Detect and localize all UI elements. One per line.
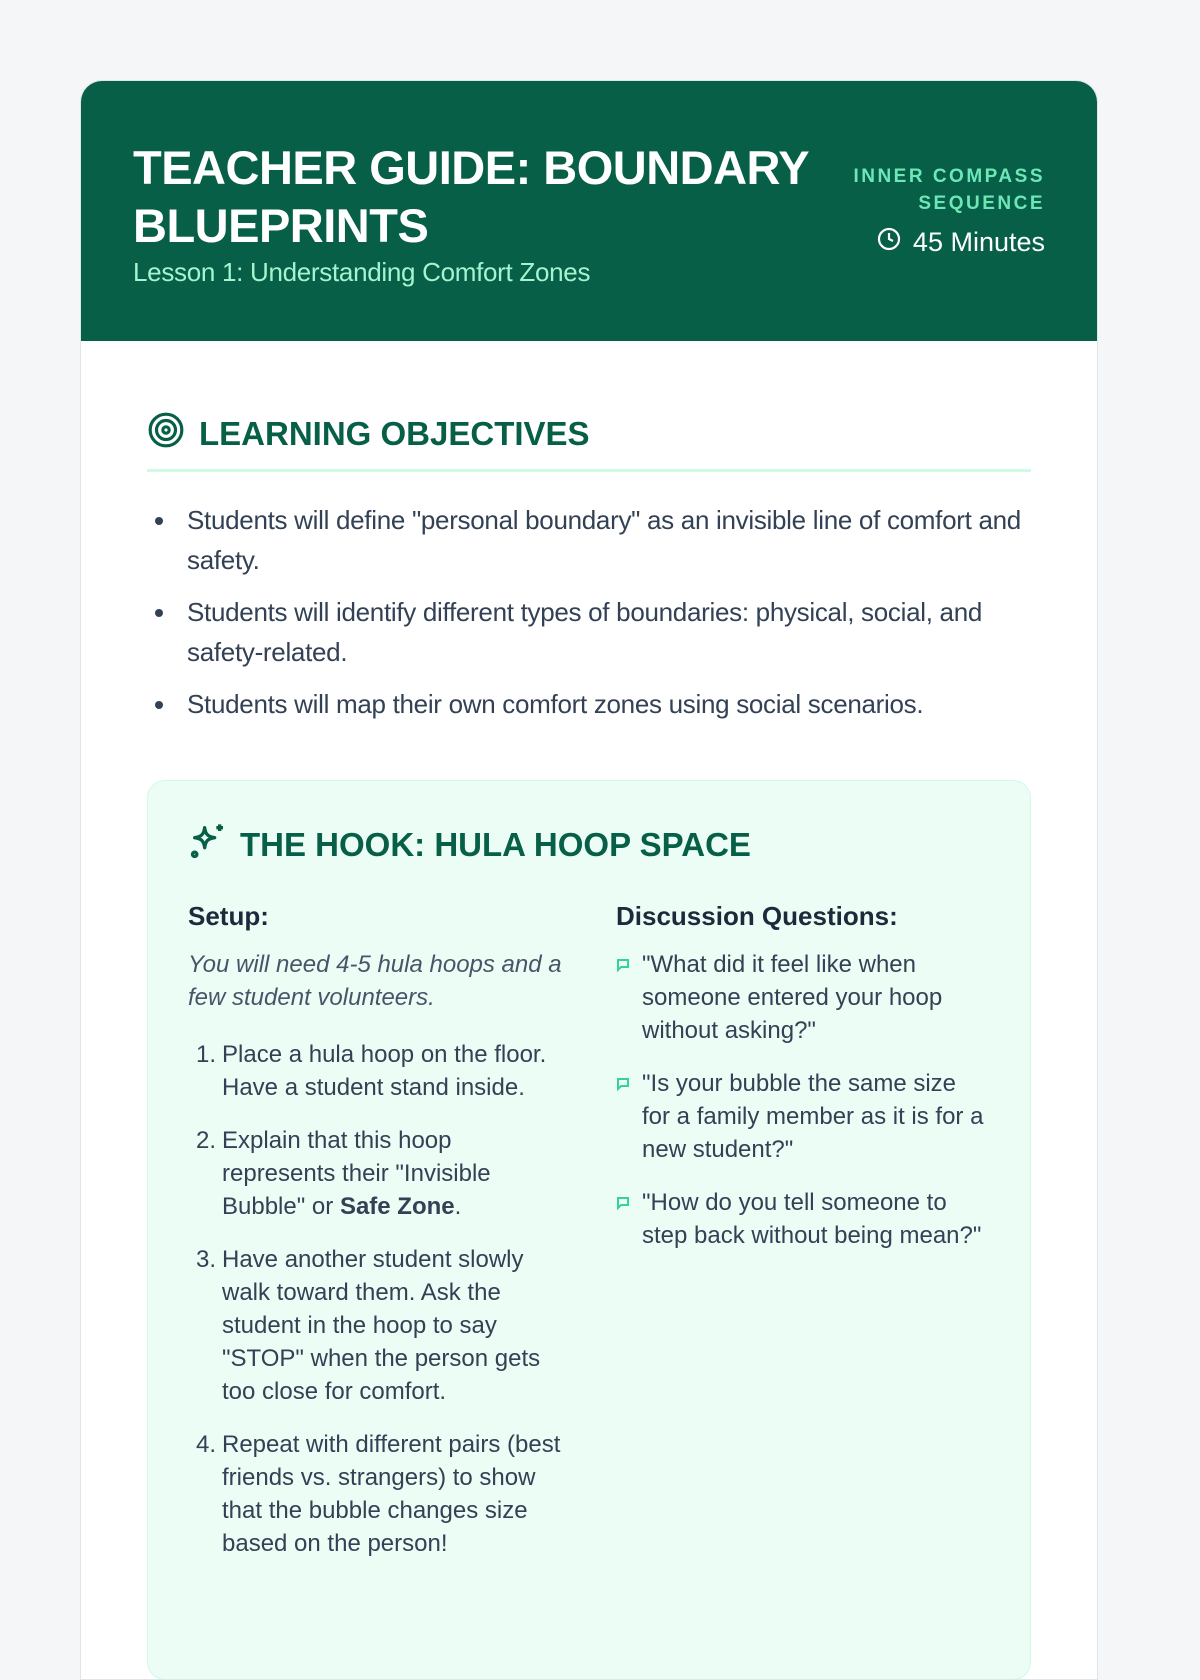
question-item: "How do you tell someone to step back without being mean?" (616, 1186, 990, 1252)
setup-intro: You will need 4-5 hula hoops and a few student volunteers. (188, 951, 562, 1011)
sequence-label: INNER COMPASS SEQUENCE (853, 166, 1045, 214)
question-item: "Is your bubble the same size for a family member as it is for a new student?" (616, 1067, 990, 1166)
target-icon (147, 411, 185, 457)
duration-text: 45 Minutes (912, 227, 1045, 257)
lesson-card (80, 80, 1098, 1680)
message-icon (616, 1067, 630, 1166)
duration (845, 227, 1045, 258)
lesson-header (81, 81, 1097, 341)
step-item: 1. Place a hula hoop on the floor. Have a student stand inside. (196, 1041, 547, 1101)
step-item: 3. Have another student slowly walk toward them. Ask the student in the hoop to say "STOP" when the person gets too close for comfort. (196, 1246, 541, 1405)
list-item: Students will identify different types of boundaries: physical, social, and safety-related. (147, 592, 1031, 672)
hook-panel (147, 780, 1031, 1680)
objectives-heading: LEARNING OBJECTIVES (147, 411, 1031, 472)
clock-icon (877, 227, 901, 258)
list-item: Students will define "personal boundary" as an invisible line of comfort and safety. (147, 500, 1031, 580)
lesson-subtitle: Lesson 1: Understanding Comfort Zones (133, 257, 591, 287)
setup-column (188, 901, 562, 1580)
step-item: 4. Repeat with different pairs (best friends vs. strangers) to show that the bubble changes size based on the person! (196, 1431, 561, 1557)
safe-zone-emphasis: Safe Zone (339, 1193, 455, 1220)
objectives-list (147, 500, 1031, 724)
setup-heading: Setup: (188, 901, 269, 931)
step-item: 2. Explain that this hoop represents their "Invisible Bubble" or Safe Zone. (196, 1127, 491, 1220)
question-item: "What did it feel like when someone entered your hoop without asking?" (616, 948, 990, 1047)
setup-steps (188, 1038, 562, 1560)
message-icon (616, 948, 630, 1047)
questions-heading: Discussion Questions: (616, 901, 898, 931)
message-icon (616, 1186, 630, 1252)
page-title: TEACHER GUIDE: BOUNDARY BLUEPRINTS (133, 141, 809, 252)
sparkles-icon (188, 821, 228, 869)
questions-column (616, 901, 990, 1580)
hook-heading: THE HOOK: HULA HOOP SPACE (188, 821, 990, 869)
list-item: Students will map their own comfort zones using social scenarios. (147, 684, 1031, 724)
